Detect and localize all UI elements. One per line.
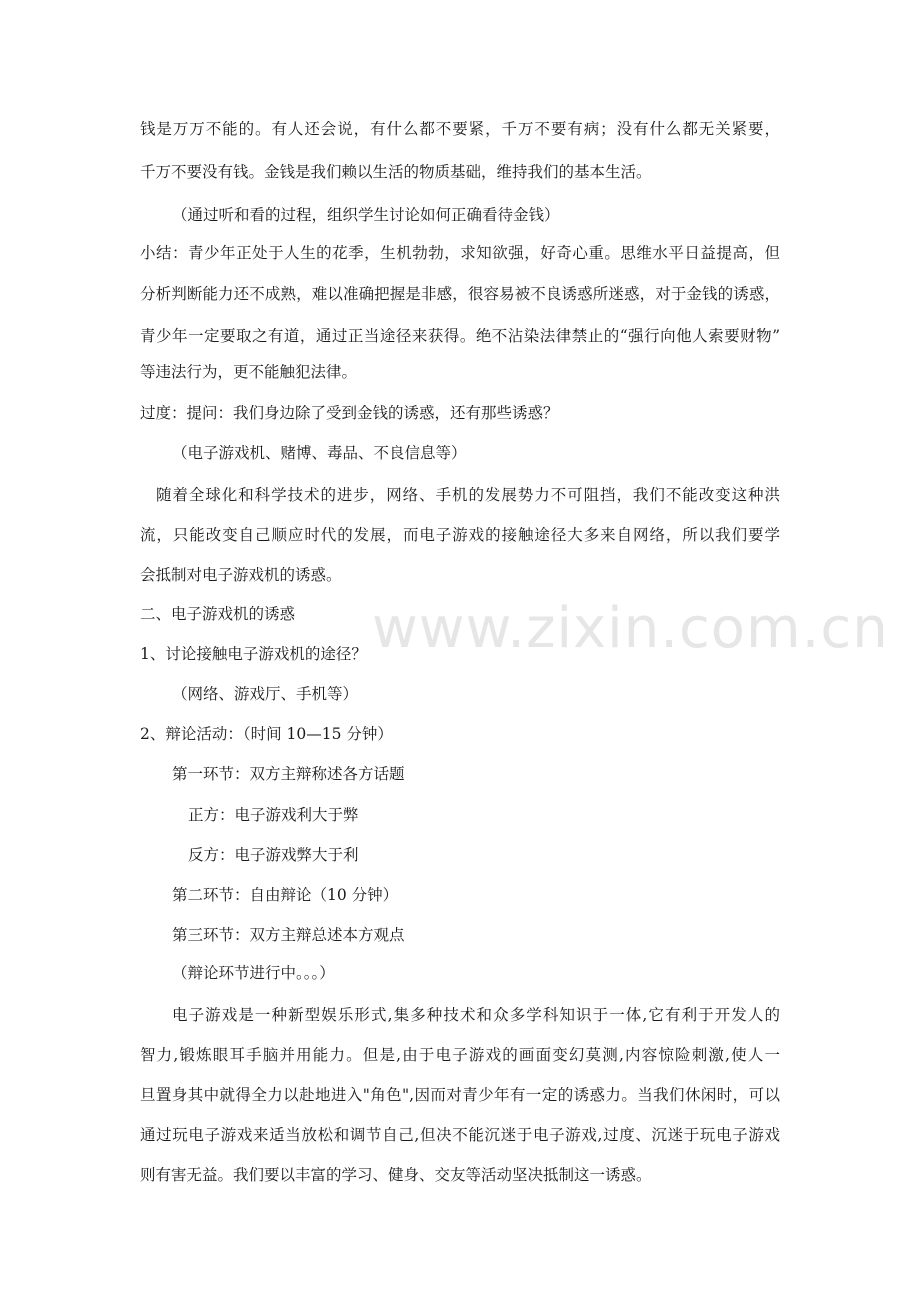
paragraph-line: 电子游戏是一种新型娱乐形式,集多种技术和众多学科知识于一体,它有利于开发人的 bbox=[172, 1006, 780, 1024]
paragraph-line: 千万不要没有钱。金钱是我们赖以生活的物质基础，维持我们的基本生活。 bbox=[140, 163, 652, 181]
paragraph-line: 反方：电子游戏弊大于利 bbox=[188, 846, 359, 864]
paragraph-line: （网络、游戏厅、手机等） bbox=[172, 685, 359, 703]
paragraph-line: （电子游戏机、赌博、毒品、不良信息等） bbox=[172, 444, 467, 462]
paragraph-line: 等违法行为，更不能触犯法律。 bbox=[140, 363, 358, 381]
paragraph-line: 分析判断能力还不成熟，难以准确把握是非感，很容易被不良诱惑所迷惑，对于金钱的诱惑， bbox=[140, 285, 780, 303]
paragraph-line: 随着全球化和科学技术的进步，网络、手机的发展势力不可阻挡，我们不能改变这种洪 bbox=[156, 486, 780, 504]
paragraph-line: 小结：青少年正处于人生的花季，生机勃勃，求知欲强，好奇心重。思维水平日益提高，但 bbox=[140, 244, 780, 262]
paragraph-line: 第三环节：双方主辩总述本方观点 bbox=[172, 926, 405, 944]
paragraph-line: 钱是万万不能的。有人还会说，有什么都不要紧，千万不要有病；没有什么都无关紧要， bbox=[140, 120, 780, 138]
paragraph-line: （通过听和看的过程，组织学生讨论如何正确看待金钱） bbox=[172, 206, 560, 224]
paragraph-line: 青少年一定要取之有道，通过正当途径来获得。绝不沾染法律禁止的“强行向他人索要财物” bbox=[140, 327, 780, 345]
paragraph-line: 通过玩电子游戏来适当放松和调节自己,但决不能沉迷于电子游戏,过度、沉迷于玩电子游戏 bbox=[140, 1126, 780, 1144]
section-heading: 二、电子游戏机的诱惑 bbox=[140, 605, 296, 623]
paragraph-line: 则有害无益。我们要以丰富的学习、健身、交友等活动坚决抵制这一诱惑。 bbox=[140, 1166, 652, 1184]
list-item: 1、讨论接触电子游戏机的途径？ bbox=[140, 645, 367, 663]
paragraph-line: （辩论环节进行中。。。） bbox=[172, 964, 335, 982]
list-item: 2、辩论活动：（时间 10—15 分钟） bbox=[140, 725, 393, 743]
paragraph-line: 第一环节：双方主辩称述各方话题 bbox=[172, 765, 405, 783]
watermark: www.zixin.com.cn bbox=[372, 596, 889, 661]
paragraph-line: 会抵制对电子游戏机的诱惑。 bbox=[140, 566, 342, 584]
paragraph-line: 过度：提问：我们身边除了受到金钱的诱惑，还有那些诱惑？ bbox=[140, 404, 559, 422]
paragraph-line: 第二环节：自由辩论（10 分钟） bbox=[172, 886, 399, 904]
paragraph-line: 旦置身其中就得全力以赴地进入"角色",因而对青少年有一定的诱惑力。当我们休闲时，可以 bbox=[140, 1086, 780, 1104]
paragraph-line: 流，只能改变自己顺应时代的发展，而电子游戏的接触途径大多来自网络，所以我们要学 bbox=[140, 526, 780, 544]
paragraph-line: 智力,锻炼眼耳手脑并用能力。但是,由于电子游戏的画面变幻莫测,内容惊险刺激,使人一 bbox=[140, 1046, 780, 1064]
paragraph-line: 正方：电子游戏利大于弊 bbox=[188, 806, 359, 824]
